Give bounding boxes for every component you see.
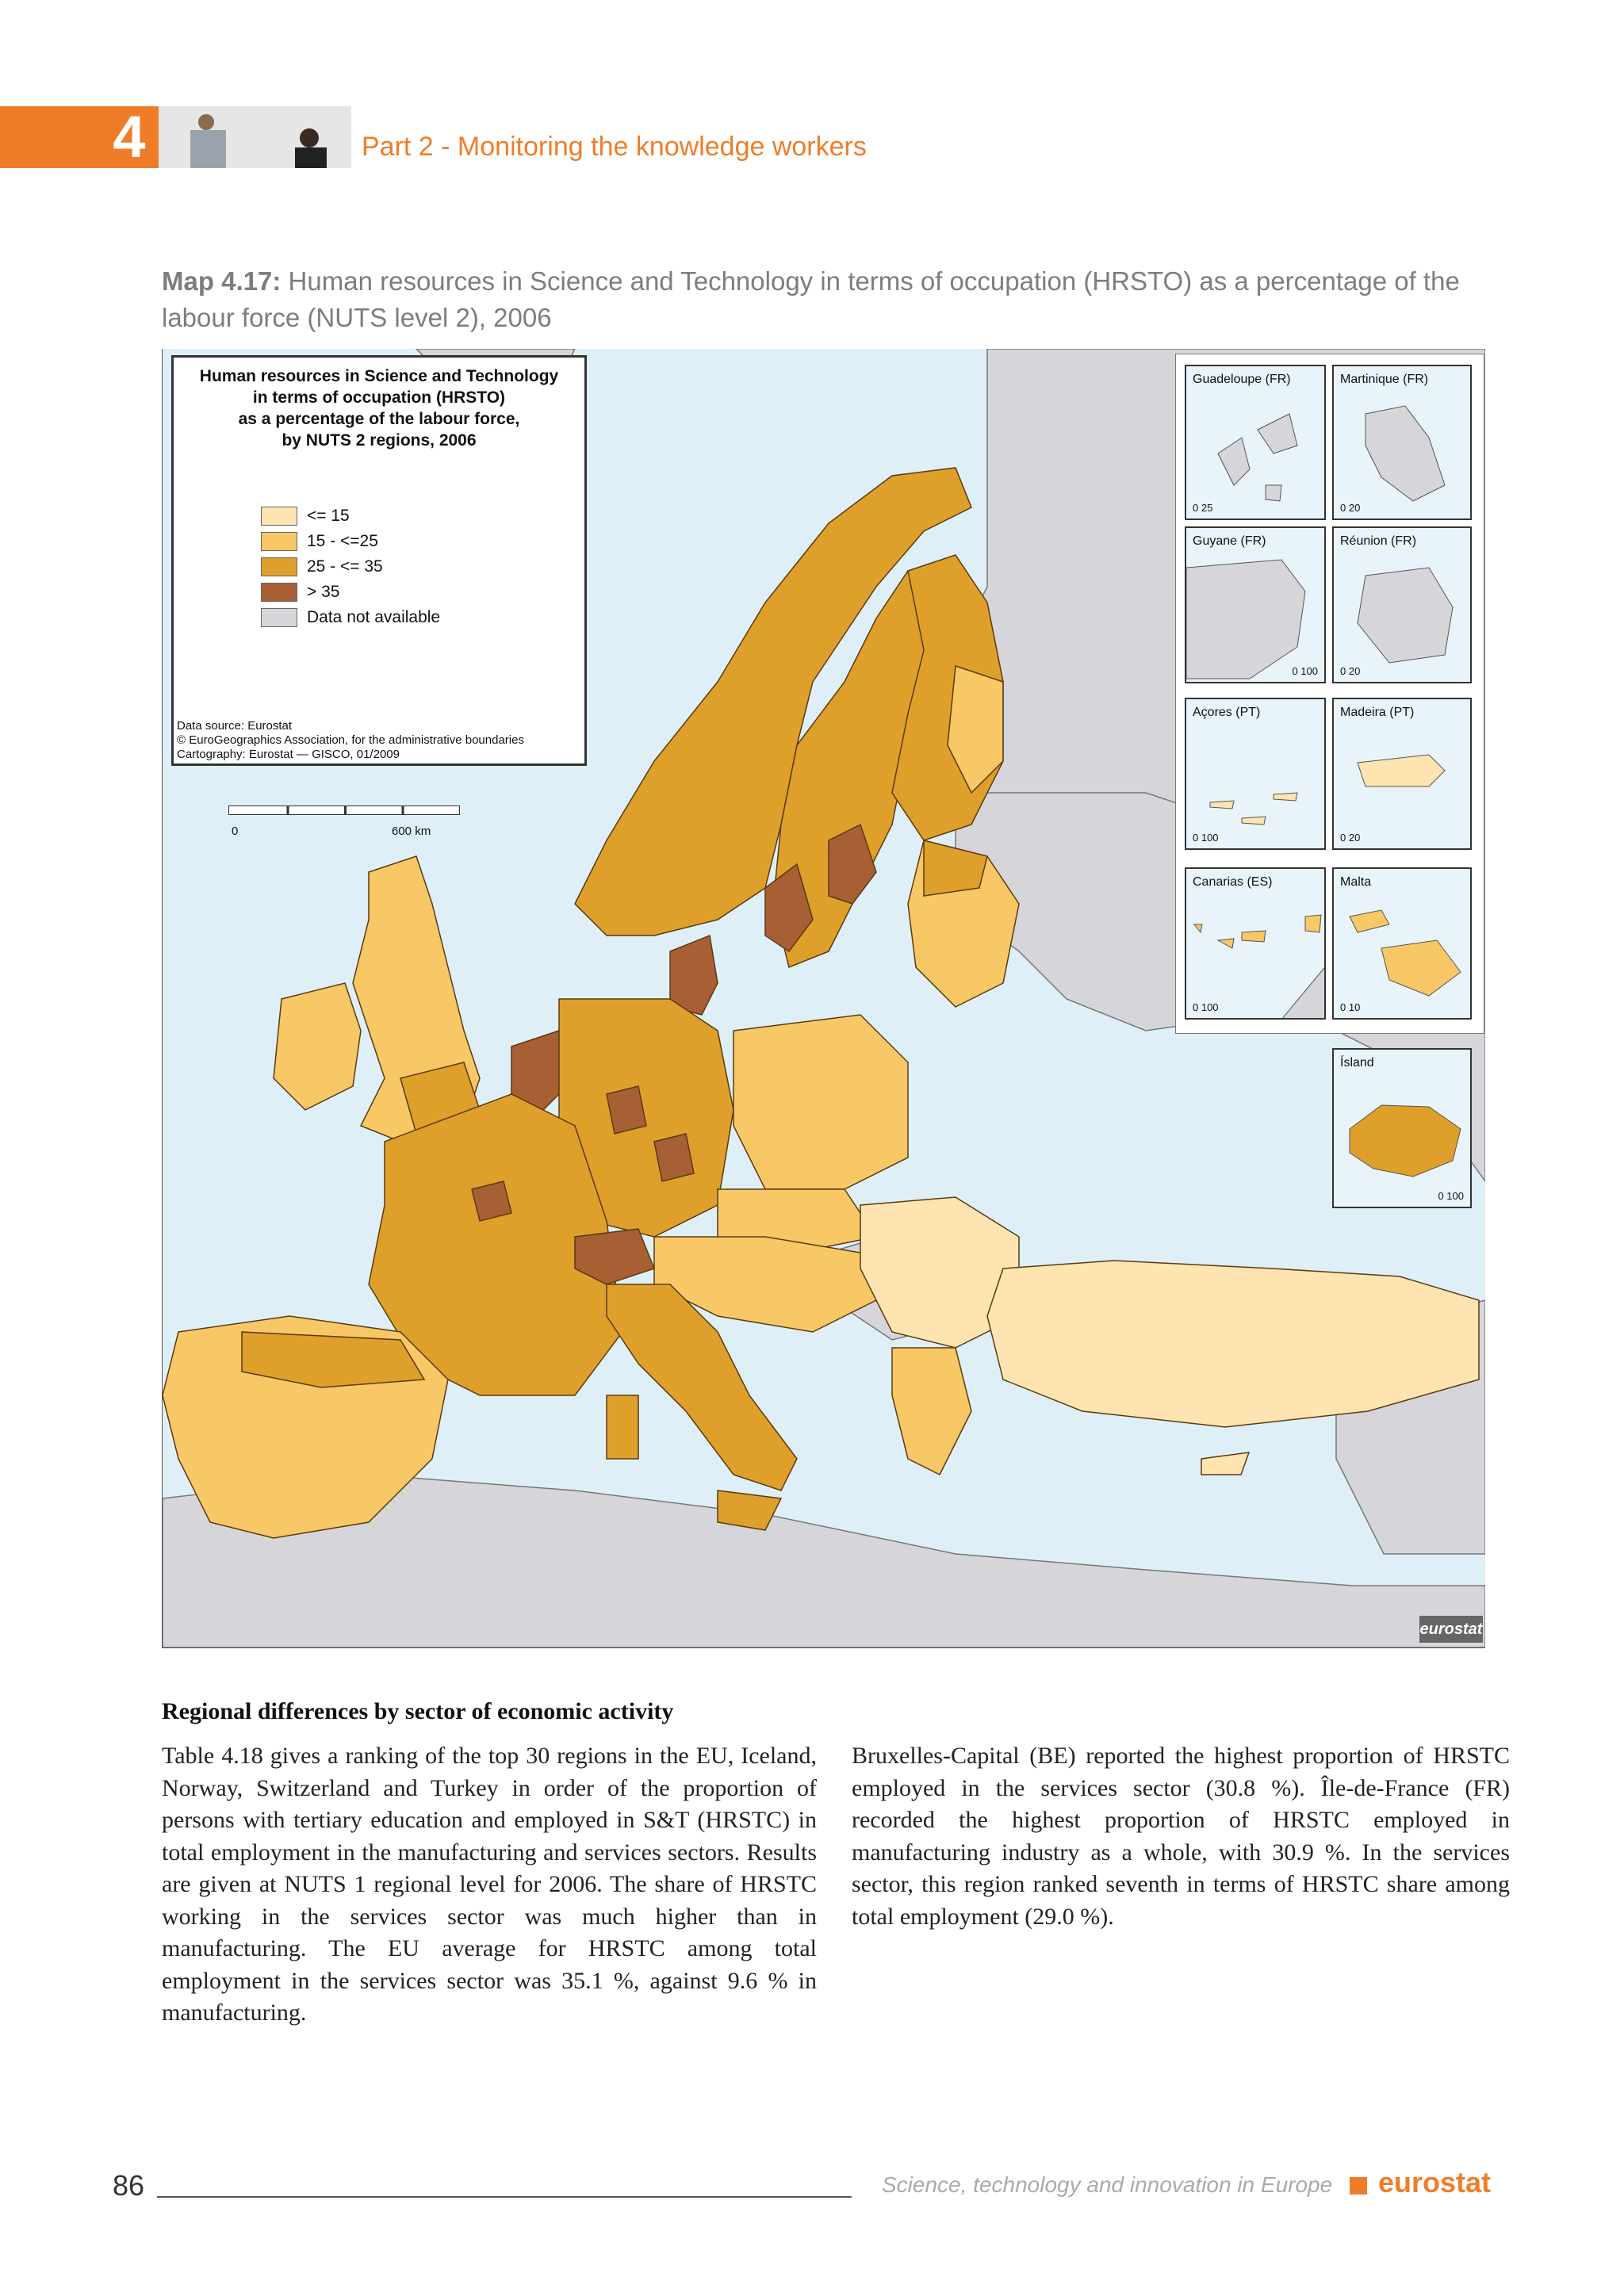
legend-title-line: as a percentage of the labour force,: [238, 410, 520, 428]
ile-de-france: [472, 1181, 511, 1221]
greece: [892, 1348, 971, 1475]
legend-label: > 35: [307, 583, 340, 601]
scale-end-label: 600 km: [392, 825, 431, 838]
map-caption: [162, 263, 1494, 336]
legend-title-line: in terms of occupation (HRSTO): [252, 388, 506, 407]
source-line: Data source: Eurostat: [177, 719, 293, 733]
map-scale-bar: [228, 806, 460, 815]
footer-publication-title: Science, technology and innovation in Europe: [882, 2172, 1333, 2197]
legend-label: 25 - <= 35: [307, 557, 383, 576]
germany-hub2: [654, 1134, 694, 1181]
legend-label: <= 15: [307, 507, 350, 525]
inset-label: Canarias (ES): [1193, 875, 1273, 889]
part-title: Part 2 - Monitoring the knowledge workers: [362, 132, 867, 162]
inset-island: [1332, 1048, 1472, 1208]
inset-label: Guyane (FR): [1193, 534, 1266, 548]
body-paragraph-left: Table 4.18 gives a ranking of the top 30 regions in the EU, Iceland, Norway, Switzerland and Turkey in order of the proportion of persons with tertiary education and employed in S&T (HRSTC) in total employment in the manufacturing and services sectors. Results are given at NUTS 1 regional level for 2006. The share of HRSTC working in the services sector was much higher than in manufacturing. The EU average for HRSTC among total employment in the services sector was 35.1 %, against 9.6 % in manufacturing.: [162, 1743, 817, 2026]
legend-swatch: [261, 583, 297, 602]
inset-label: Madeira (PT): [1340, 706, 1415, 719]
inset-scale: 0 20: [1340, 502, 1361, 514]
inset-scale: 0 20: [1340, 832, 1361, 844]
inset-scale: 0 20: [1340, 665, 1361, 677]
legend-swatch: [261, 557, 297, 576]
legend-source: [177, 719, 524, 762]
map-caption-text: Human resources in Science and Technology in terms of occupation (HRSTO) as a percentage of the labour force (NUTS level 2), 2006: [162, 266, 1460, 332]
inset-acores: [1185, 698, 1326, 850]
inset-label: Guadeloupe (FR): [1193, 373, 1291, 386]
legend-swatch: [261, 507, 297, 526]
inset-label: Réunion (FR): [1340, 534, 1417, 548]
chapter-number: 4: [113, 104, 146, 170]
inset-scale: 0 100: [1193, 1001, 1219, 1013]
inset-madeira: [1332, 698, 1472, 850]
inset-reunion: [1332, 526, 1472, 683]
map-legend: [171, 355, 587, 766]
map-caption-label: Map 4.17:: [162, 266, 282, 296]
legend-label: Data not available: [307, 608, 441, 626]
germany-hub1: [607, 1086, 646, 1134]
inset-label: Martinique (FR): [1340, 373, 1429, 386]
source-line: © EuroGeographics Association, for the administrative boundaries: [177, 733, 524, 747]
cyprus: [1201, 1452, 1249, 1475]
ireland: [274, 983, 361, 1110]
footer-brand: eurostat: [1378, 2166, 1492, 2198]
source-line: Cartography: Eurostat — GISCO, 01/2009: [177, 748, 400, 761]
poland: [733, 1015, 908, 1189]
inset-martinique: [1332, 365, 1472, 520]
body-paragraph-right: Bruxelles-Capital (BE) reported the highest proportion of HRSTC employed in the services sector (30.8 %). Île-de-France (FR) recorded the highest proportion of HRSTC employed in manufacturing industry as a whole, with 30.9 %. In the services sector, this region ranked seventh in terms of HRSTC share among total employment (29.0 %).: [852, 1743, 1510, 1930]
legend-title: [174, 365, 584, 451]
inset-label: Malta: [1340, 875, 1372, 889]
inset-scale: 0 100: [1193, 832, 1219, 844]
legend-title-line: Human resources in Science and Technology: [199, 367, 559, 385]
legend-swatch: [261, 608, 297, 627]
eurostat-map-logo: eurostat: [1419, 1616, 1483, 1643]
inset-canarias: [1185, 867, 1326, 1020]
sardinia: [607, 1395, 638, 1459]
inset-scale: 0 25: [1193, 502, 1213, 514]
page-number: 86: [113, 2169, 145, 2202]
inset-malta: [1332, 867, 1472, 1020]
legend-swatch: [261, 532, 297, 551]
section-heading: Regional differences by sector of economic activity: [162, 1698, 674, 1724]
chapter-photo: [159, 106, 351, 168]
inset-guyane: [1185, 526, 1326, 683]
inset-scale: 0 10: [1340, 1001, 1361, 1013]
legend-label: 15 - <=25: [307, 532, 378, 550]
inset-scale: 0 100: [1292, 665, 1318, 677]
footer-rule: [157, 2196, 852, 2198]
denmark: [670, 936, 718, 1015]
inset-guadeloupe: [1185, 365, 1326, 520]
legend-title-line: by NUTS 2 regions, 2006: [282, 431, 477, 450]
inset-label: Açores (PT): [1193, 706, 1261, 719]
inset-scale: 0 100: [1438, 1190, 1464, 1202]
scale-start-label: 0: [232, 825, 239, 838]
inset-label: Ísland: [1340, 1056, 1374, 1070]
brand-square-icon: [1350, 2177, 1367, 2195]
